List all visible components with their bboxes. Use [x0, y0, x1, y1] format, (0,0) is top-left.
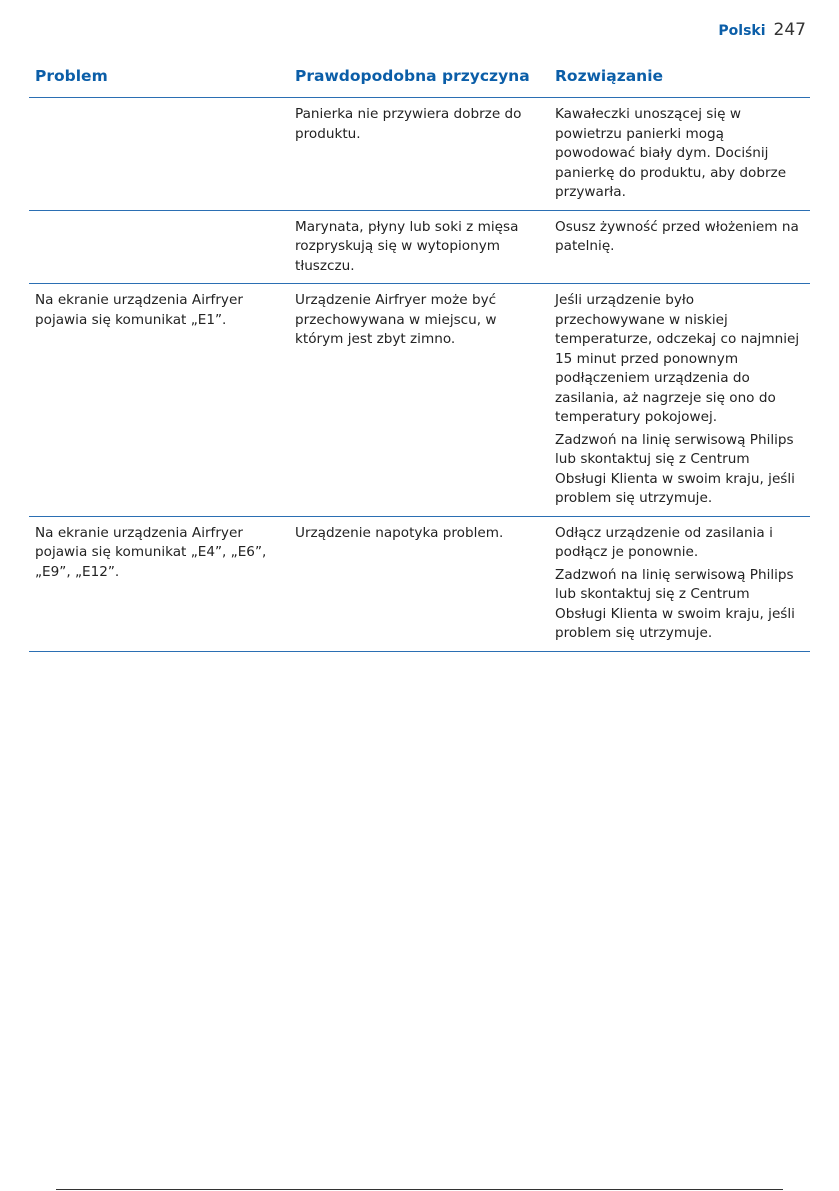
language-label: Polski	[718, 23, 766, 39]
solution-cell	[549, 210, 810, 284]
table-header-row	[29, 62, 810, 98]
cause-cell: Urządzenie Airfryer może być przechowywana w miejscu, w którym jest zbyt zimno.	[289, 284, 549, 517]
solution-paragraph: Odłącz urządzenie od zasilania i podłącz je ponownie.	[555, 524, 773, 560]
cause-cell: Urządzenie napotyka problem.	[289, 516, 549, 651]
problem-cell	[29, 98, 289, 211]
column-header-cause: Prawdopodobna przyczyna	[289, 62, 549, 98]
footer-rule	[56, 1189, 783, 1190]
column-header-problem: Problem	[29, 62, 289, 98]
cause-cell: Marynata, płyny lub soki z mięsa rozpryskują się w wytopionym tłuszczu.	[289, 210, 549, 284]
solution-paragraph: Zadzwoń na linię serwisową Philips lub skontaktuj się z Centrum Obsługi Klienta w swoim kraju, jeśli problem się utrzymuje.	[555, 431, 795, 506]
table-row	[29, 98, 810, 211]
problem-cell: Na ekranie urządzenia Airfryer pojawia się komunikat „E4”, „E6”, „E9”, „E12”.	[29, 516, 289, 651]
solution-cell	[549, 98, 810, 211]
page-number: 247	[773, 20, 806, 40]
cause-cell: Panierka nie przywiera dobrze do produktu.	[289, 98, 549, 211]
problem-cell	[29, 210, 289, 284]
solution-paragraph: Kawałeczki unoszącej się w powietrzu panierki mogą powodować biały dym. Dociśnij panierkę do produktu, aby dobrze przywarła.	[555, 106, 787, 200]
page-header	[718, 20, 806, 40]
column-header-solution: Rozwiązanie	[549, 62, 810, 98]
solution-paragraph: Osusz żywność przed włożeniem na patelnię.	[555, 218, 799, 254]
table-row	[29, 284, 810, 517]
solution-cell	[549, 516, 810, 651]
problem-cell: Na ekranie urządzenia Airfryer pojawia się komunikat „E1”.	[29, 284, 289, 517]
solution-paragraph: Zadzwoń na linię serwisową Philips lub skontaktuj się z Centrum Obsługi Klienta w swoim kraju, jeśli problem się utrzymuje.	[555, 566, 795, 641]
solution-cell	[549, 284, 810, 517]
troubleshooting-table	[29, 62, 810, 652]
solution-paragraph: Jeśli urządzenie było przechowywane w niskiej temperaturze, odczekaj co najmniej 15 minut przed ponownym podłączeniem urządzenia do zasilania, aż nagrzeje się ono do temperatury pokojowej.	[555, 292, 800, 425]
table-row	[29, 516, 810, 651]
table-row	[29, 210, 810, 284]
